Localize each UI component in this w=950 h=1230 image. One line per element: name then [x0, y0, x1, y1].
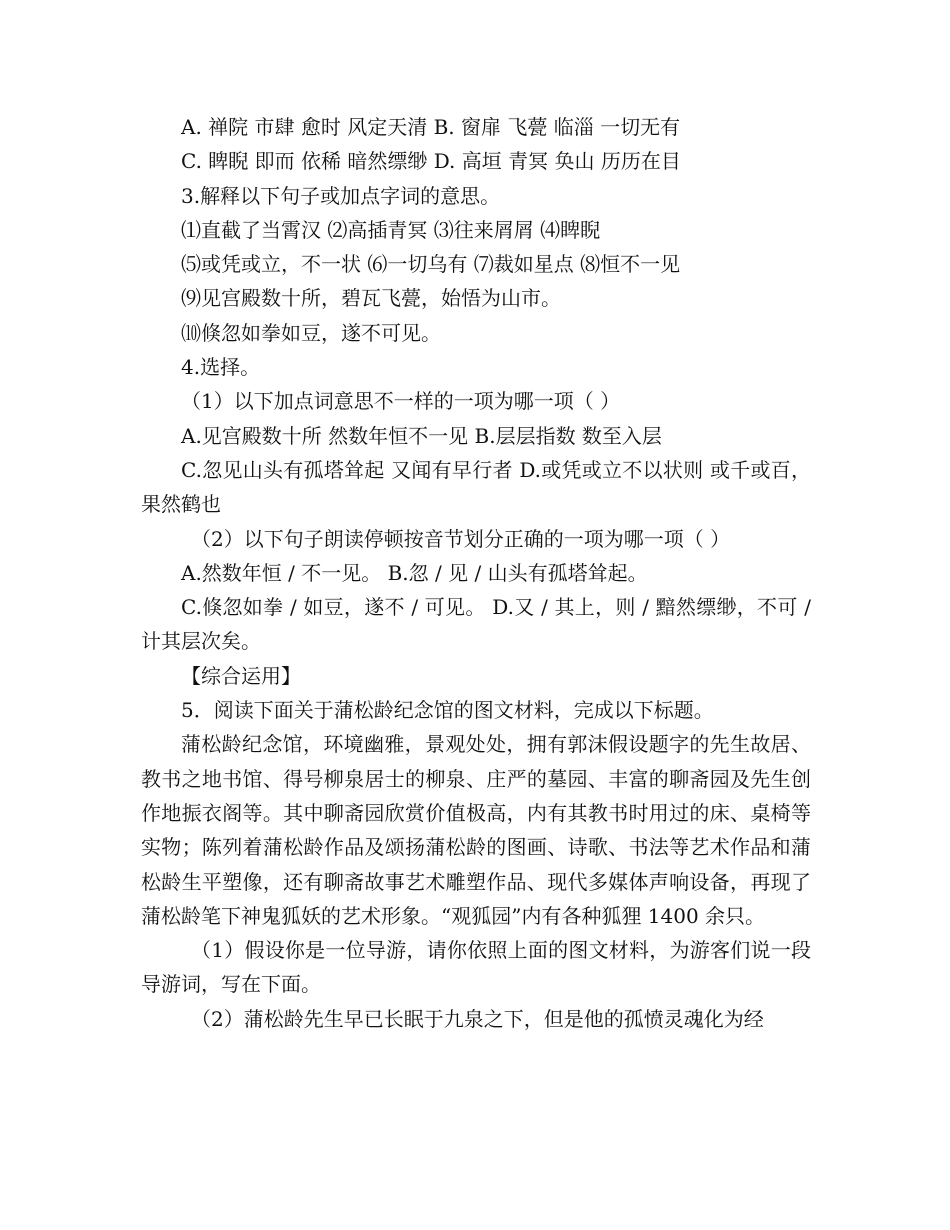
question-4-2-options-ab: A.然数年恒 / 不一见。 B.忽 / 见 / 山头有孤塔耸起。 — [181, 560, 648, 585]
question-4-title: 4.选择。 — [181, 355, 261, 380]
question-4-1-options-ab: A.见宫殿数十所 然数年恒不一见 B.层层指数 数至入层 — [181, 423, 662, 448]
question-5-title: 5．阅读下面关于蒲松龄纪念馆的图文材料，完成以下标题。 — [181, 698, 714, 723]
options-line-ab: A. 禅院 市肆 愈时 风定天清 B. 窗扉 飞甍 临淄 一切无有 — [181, 115, 681, 139]
question-4-2-options-cd: C.倏忽如拳 / 如豆，遂不 / 可见。 D.又 / 其上，则 / 黯然缥缈，不可 / 计其层次矣。 — [141, 595, 811, 654]
question-5-material: 蒲松龄纪念馆，环境幽雅，景观处处，拥有郭沫假设题字的先生故居、教书之地书馆、得号柳泉居士的柳泉、庄严的墓园、丰富的聊斋园及先生创作地振衣阁等。其中聊斋园欣赏价值极高，内有其教书时用过的床、桌椅等实物；陈列着蒲松龄作品及颂扬蒲松龄的图画、诗歌、书法等艺术作品和蒲松龄生平塑像，还有聊斋故事艺术雕塑作品、现代多媒体声响设备，再现了蒲松龄笔下神鬼狐妖的艺术形象。“观狐园”内有各种狐狸 1400 余只。 — [141, 732, 811, 928]
question-5-2: （2）蒲松龄先生早已长眠于九泉之下，但是他的孤愤灵魂化为经 — [191, 1006, 764, 1031]
document-page — [141, 110, 811, 1036]
question-4-2-title: （2）以下句子朗读停顿按音节划分正确的一项为哪一项（ ） — [191, 526, 731, 551]
question-4-1-options-cd: C.忽见山头有孤塔耸起 又闻有早行者 D.或凭或立不以状则 或千或百，果然鹤也 — [141, 457, 811, 517]
question-3-items-2: ⑸或凭或立，不一状 ⑹一切乌有 ⑺裁如星点 ⑻恒不一见 — [181, 252, 681, 277]
question-3-items-1: ⑴直截了当霄汉 ⑵高插青冥 ⑶往来屑屑 ⑷睥睨 — [181, 217, 601, 242]
question-5-1: （1）假设你是一位导游，请你依照上面的图文材料，为游客们说一段导游词，写在下面。 — [141, 938, 811, 997]
question-3-title: 3.解释以下句子或加点字词的意思。 — [181, 183, 501, 208]
question-4-1-title: （1）以下加点词意思不一样的一项为哪一项（ ） — [181, 389, 621, 414]
options-line-cd: C. 睥睨 即而 依稀 暗然缥缈 D. 高垣 青冥 奂山 历历在目 — [181, 149, 681, 174]
question-3-items-4: ⑽倏忽如拳如豆，遂不可见。 — [181, 320, 441, 345]
section-heading: 【综合运用】 — [181, 663, 301, 688]
question-3-items-3: ⑼见宫殿数十所，碧瓦飞甍，始悟为山市。 — [181, 286, 561, 311]
